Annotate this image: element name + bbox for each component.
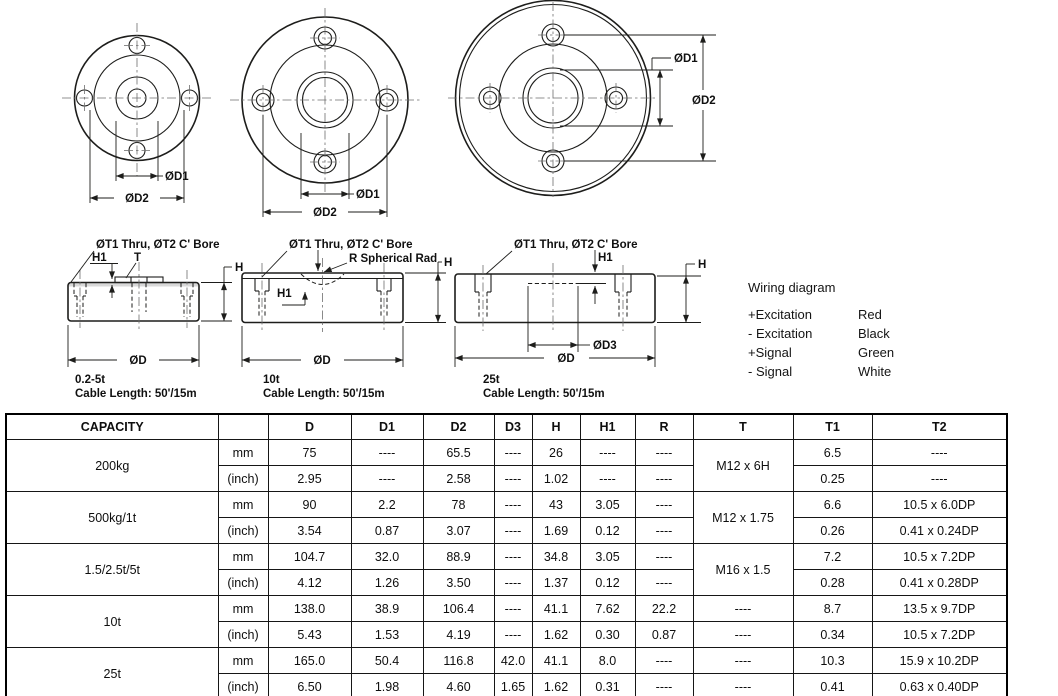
- dimension-table: [5, 413, 1008, 696]
- value-cell: ----: [580, 440, 635, 466]
- variant-caption: 10t: [263, 374, 280, 386]
- value-cell: 1.53: [351, 622, 423, 648]
- wiring-color: Green: [858, 345, 895, 360]
- unit-cell: mm: [218, 440, 268, 466]
- od2-label: ØD2: [125, 193, 149, 205]
- value-cell: 3.50: [423, 570, 494, 596]
- bore-note: ØT1 Thru, ØT2 C' Bore: [289, 239, 413, 251]
- value-cell: ----: [635, 648, 693, 674]
- table-header-row: [6, 414, 1007, 440]
- value-cell: 10.5 x 6.0DP: [872, 492, 1007, 518]
- value-cell: ----: [494, 622, 532, 648]
- header-cell: H: [532, 414, 580, 440]
- value-cell: 42.0: [494, 648, 532, 674]
- value-cell: 3.07: [423, 518, 494, 544]
- variant-caption: 25t: [483, 374, 500, 386]
- unit-cell: mm: [218, 492, 268, 518]
- spherical-note: R Spherical Rad: [349, 253, 438, 265]
- value-cell: 1.37: [532, 570, 580, 596]
- section-view-10t: [242, 239, 452, 400]
- value-cell: ----: [635, 518, 693, 544]
- h-label: H: [698, 259, 707, 271]
- unit-cell: (inch): [218, 466, 268, 492]
- value-cell: ----: [635, 570, 693, 596]
- header-cell: R: [635, 414, 693, 440]
- value-cell: 4.12: [268, 570, 351, 596]
- header-cell: CAPACITY: [6, 414, 218, 440]
- wiring-row: [748, 305, 894, 324]
- variant-caption: 0.2-5t: [75, 374, 106, 386]
- value-cell: 3.05: [580, 492, 635, 518]
- value-cell: 0.41 x 0.28DP: [872, 570, 1007, 596]
- value-cell: 0.41 x 0.24DP: [872, 518, 1007, 544]
- od-label: ØD: [129, 355, 147, 367]
- header-cell: D3: [494, 414, 532, 440]
- value-cell: 41.1: [532, 596, 580, 622]
- capacity-cell: 500kg/1t: [6, 492, 218, 544]
- section-view-25t: [455, 239, 706, 400]
- wiring-row: [748, 343, 894, 362]
- value-cell: 4.19: [423, 622, 494, 648]
- t-label: T: [134, 252, 142, 264]
- od1-label: ØD1: [674, 53, 698, 65]
- thread-cell: M12 x 1.75: [693, 492, 793, 544]
- od2-label: ØD2: [313, 207, 337, 219]
- thread-cell: ----: [693, 596, 793, 622]
- value-cell: 116.8: [423, 648, 494, 674]
- value-cell: 3.54: [268, 518, 351, 544]
- unit-cell: (inch): [218, 622, 268, 648]
- thread-cell: ----: [693, 622, 793, 648]
- header-cell: T2: [872, 414, 1007, 440]
- value-cell: ----: [580, 466, 635, 492]
- wiring-color: White: [858, 364, 892, 379]
- cable-caption: Cable Length: 50'/15m: [75, 388, 197, 400]
- capacity-cell: 200kg: [6, 440, 218, 492]
- unit-cell: (inch): [218, 518, 268, 544]
- value-cell: 0.41: [793, 674, 872, 696]
- unit-cell: (inch): [218, 674, 268, 696]
- value-cell: 7.62: [580, 596, 635, 622]
- cable-caption: Cable Length: 50'/15m: [483, 388, 605, 400]
- h1-label: H1: [598, 252, 613, 264]
- value-cell: ----: [635, 440, 693, 466]
- value-cell: 3.05: [580, 544, 635, 570]
- section-view-02-5t: [68, 239, 243, 400]
- bore-note: ØT1 Thru, ØT2 C' Bore: [514, 239, 638, 251]
- wiring-terminal: +Excitation: [748, 307, 812, 322]
- value-cell: 0.12: [580, 570, 635, 596]
- unit-cell: mm: [218, 544, 268, 570]
- value-cell: ----: [494, 596, 532, 622]
- value-cell: 88.9: [423, 544, 494, 570]
- value-cell: ----: [635, 544, 693, 570]
- value-cell: 106.4: [423, 596, 494, 622]
- value-cell: 2.95: [268, 466, 351, 492]
- value-cell: 13.5 x 9.7DP: [872, 596, 1007, 622]
- unit-cell: (inch): [218, 570, 268, 596]
- value-cell: ----: [494, 518, 532, 544]
- value-cell: 2.2: [351, 492, 423, 518]
- value-cell: ----: [635, 492, 693, 518]
- table-row: [6, 648, 1007, 674]
- value-cell: 0.12: [580, 518, 635, 544]
- value-cell: ----: [872, 440, 1007, 466]
- value-cell: 26: [532, 440, 580, 466]
- cable-caption: Cable Length: 50'/15m: [263, 388, 385, 400]
- value-cell: 1.65: [494, 674, 532, 696]
- wiring-color: Red: [858, 307, 882, 322]
- table-row: [6, 596, 1007, 622]
- value-cell: 0.31: [580, 674, 635, 696]
- value-cell: 0.30: [580, 622, 635, 648]
- wiring-terminal: - Excitation: [748, 326, 813, 341]
- unit-cell: mm: [218, 596, 268, 622]
- thread-cell: ----: [693, 648, 793, 674]
- table-row: [6, 492, 1007, 518]
- h-label: H: [235, 262, 244, 274]
- value-cell: 0.87: [351, 518, 423, 544]
- value-cell: 104.7: [268, 544, 351, 570]
- wiring-terminal: - Signal: [748, 364, 793, 379]
- value-cell: 32.0: [351, 544, 423, 570]
- top-view-small: [62, 23, 212, 205]
- header-cell: D2: [423, 414, 494, 440]
- header-cell: D1: [351, 414, 423, 440]
- value-cell: 10.5 x 7.2DP: [872, 544, 1007, 570]
- bore-note: ØT1 Thru, ØT2 C' Bore: [96, 239, 220, 251]
- value-cell: 1.62: [532, 674, 580, 696]
- value-cell: 78: [423, 492, 494, 518]
- value-cell: 10.3: [793, 648, 872, 674]
- value-cell: ----: [351, 440, 423, 466]
- value-cell: 6.50: [268, 674, 351, 696]
- value-cell: 10.5 x 7.2DP: [872, 622, 1007, 648]
- value-cell: 1.98: [351, 674, 423, 696]
- value-cell: 8.0: [580, 648, 635, 674]
- top-view-large: [448, 1, 716, 198]
- value-cell: ----: [872, 466, 1007, 492]
- wiring-color: Black: [858, 326, 890, 341]
- value-cell: ----: [494, 492, 532, 518]
- value-cell: ----: [494, 570, 532, 596]
- header-cell: [218, 414, 268, 440]
- value-cell: ----: [635, 466, 693, 492]
- value-cell: 8.7: [793, 596, 872, 622]
- value-cell: ----: [494, 466, 532, 492]
- value-cell: 41.1: [532, 648, 580, 674]
- value-cell: 7.2: [793, 544, 872, 570]
- value-cell: 0.87: [635, 622, 693, 648]
- thread-cell: ----: [693, 674, 793, 696]
- value-cell: 75: [268, 440, 351, 466]
- value-cell: 1.62: [532, 622, 580, 648]
- value-cell: 138.0: [268, 596, 351, 622]
- od3-label: ØD3: [593, 340, 617, 352]
- h1-label: H1: [277, 288, 292, 300]
- value-cell: 6.5: [793, 440, 872, 466]
- value-cell: 50.4: [351, 648, 423, 674]
- header-cell: T1: [793, 414, 872, 440]
- table-row: [6, 440, 1007, 466]
- value-cell: 34.8: [532, 544, 580, 570]
- thread-cell: M12 x 6H: [693, 440, 793, 492]
- value-cell: 1.26: [351, 570, 423, 596]
- capacity-cell: 1.5/2.5t/5t: [6, 544, 218, 596]
- h-label: H: [444, 257, 453, 269]
- value-cell: 0.26: [793, 518, 872, 544]
- value-cell: 22.2: [635, 596, 693, 622]
- capacity-cell: 10t: [6, 596, 218, 648]
- value-cell: 43: [532, 492, 580, 518]
- value-cell: 0.34: [793, 622, 872, 648]
- value-cell: 0.28: [793, 570, 872, 596]
- value-cell: ----: [351, 466, 423, 492]
- value-cell: 0.63 x 0.40DP: [872, 674, 1007, 696]
- table-row: [6, 544, 1007, 570]
- value-cell: 38.9: [351, 596, 423, 622]
- value-cell: ----: [494, 440, 532, 466]
- value-cell: 65.5: [423, 440, 494, 466]
- h1-label: H1: [92, 252, 107, 264]
- header-cell: D: [268, 414, 351, 440]
- value-cell: 5.43: [268, 622, 351, 648]
- value-cell: ----: [635, 674, 693, 696]
- value-cell: 15.9 x 10.2DP: [872, 648, 1007, 674]
- unit-cell: mm: [218, 648, 268, 674]
- wiring-title: Wiring diagram: [748, 280, 836, 295]
- value-cell: 4.60: [423, 674, 494, 696]
- wiring-diagram: [748, 280, 894, 381]
- od2-label: ØD2: [692, 95, 716, 107]
- wiring-row: [748, 324, 894, 343]
- value-cell: 165.0: [268, 648, 351, 674]
- header-cell: H1: [580, 414, 635, 440]
- value-cell: 1.02: [532, 466, 580, 492]
- wiring-terminal: +Signal: [748, 345, 792, 360]
- od-label: ØD: [313, 355, 331, 367]
- value-cell: 6.6: [793, 492, 872, 518]
- value-cell: 2.58: [423, 466, 494, 492]
- header-cell: T: [693, 414, 793, 440]
- od-label: ØD: [557, 353, 575, 365]
- value-cell: 90: [268, 492, 351, 518]
- od1-label: ØD1: [165, 171, 189, 183]
- value-cell: ----: [494, 544, 532, 570]
- value-cell: 1.69: [532, 518, 580, 544]
- od1-label: ØD1: [356, 189, 380, 201]
- value-cell: 0.25: [793, 466, 872, 492]
- wiring-row: [748, 362, 894, 381]
- thread-cell: M16 x 1.5: [693, 544, 793, 596]
- top-view-medium: [230, 8, 420, 219]
- capacity-cell: 25t: [6, 648, 218, 696]
